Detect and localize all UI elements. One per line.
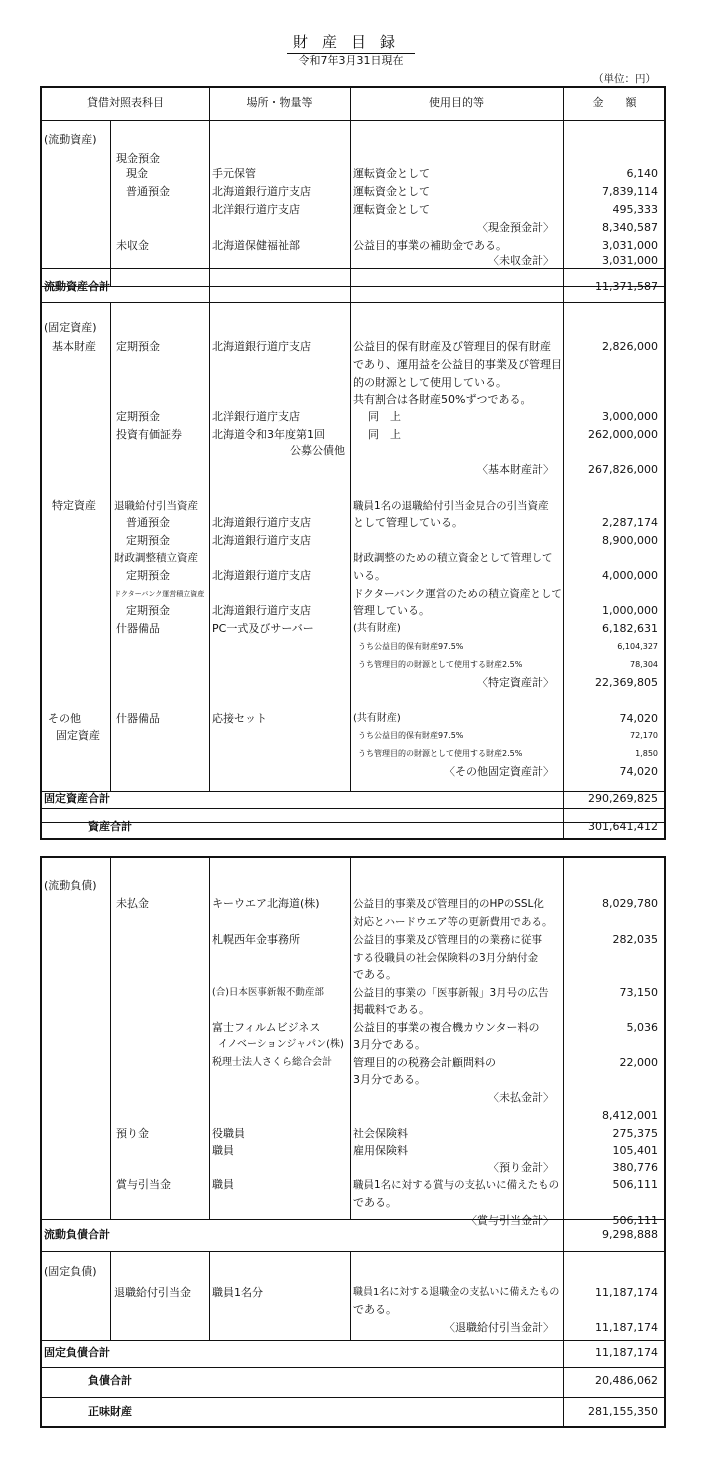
col-amount-header: 金 額	[592, 96, 637, 109]
dep1-location: 役職員	[212, 1127, 245, 1140]
account-payable: 未払金	[116, 897, 149, 910]
doctor-purpose-2: 管理している。	[353, 604, 430, 617]
assets-table	[40, 86, 666, 840]
p5-amount: 22,000	[619, 1056, 658, 1069]
col-purpose-header: 使用目的等	[429, 96, 484, 109]
other-equipment-label: 什器備品	[116, 712, 160, 725]
basic2-purpose: 同 上	[368, 410, 401, 423]
bonus-purpose-1: 職員1名に対する賞与の支払いに備えたもの	[353, 1179, 560, 1191]
account-ordinary-deposit: 普通預金	[126, 185, 170, 198]
p4-location-1: 富士フィルムビジネス	[212, 1021, 321, 1034]
account-doctor-fund: ドクターバンク運営積立資産	[114, 590, 205, 598]
payable-total: 8,412,001	[602, 1109, 658, 1122]
account-fixed-deposit-2: 定期預金	[116, 410, 160, 423]
bonus-location: 職員	[212, 1178, 234, 1191]
dep1-amount: 275,375	[612, 1127, 658, 1140]
unit-label: （単位：円）	[593, 73, 656, 85]
other-equipment-location: 応接セット	[212, 712, 267, 725]
other-sub1: うち公益目的保有財産97.5%	[358, 731, 464, 740]
equipment-sub2-amount: 78,304	[630, 660, 658, 669]
retirement-purpose-1: 職員1名の退職給付引当金見合の引当資産	[353, 500, 549, 512]
p2-purpose-3: である。	[353, 968, 397, 981]
page-title: 財産目録	[0, 31, 702, 54]
retirement-purpose-2: である。	[353, 1303, 397, 1316]
cash-purpose: 運転資金として	[353, 167, 430, 180]
category-specified: 特定資産	[52, 499, 96, 512]
doctor-purpose-1: ドクターバンク運営のための積立資産として	[353, 588, 562, 600]
fixed-liabilities-total: 11,187,174	[595, 1346, 658, 1359]
fixed-assets-total-label: 固定資産合計	[44, 792, 110, 805]
col-account-header: 貸借対照表科目	[87, 96, 164, 109]
retirement-total: 11,187,174	[595, 1321, 658, 1334]
account-receivable: 未収金	[116, 239, 149, 252]
other-sub1-amount: 72,170	[630, 731, 658, 740]
deposits-total: 380,776	[612, 1161, 658, 1174]
receivable-total: 3,031,000	[602, 254, 658, 267]
ordinary1-purpose: 運転資金として	[353, 185, 430, 198]
liabilities-total-label: 負債合計	[88, 1374, 132, 1387]
bonus-total: 506,111	[612, 1214, 658, 1227]
receivable-amount: 3,031,000	[602, 239, 658, 252]
p2-location: 札幌西年金事務所	[212, 933, 300, 946]
p2-amount: 282,035	[612, 933, 658, 946]
account-securities: 投資有価証券	[116, 428, 182, 441]
p1-purpose-1: 公益目的事業及び管理目的のHPのSSL化	[353, 898, 544, 910]
cash-amount: 6,140	[626, 167, 658, 180]
receivable-location: 北海道保健福祉部	[212, 239, 300, 252]
doctor-amount: 1,000,000	[602, 604, 658, 617]
p1-location: キーウエア北海道(株)	[212, 897, 320, 910]
category-other-2: 固定資産	[56, 729, 100, 742]
current-liabilities-total: 9,298,888	[602, 1228, 658, 1241]
fiscal-fixed-label: 定期預金	[126, 569, 170, 582]
account-retirement-fund: 退職給付引当資産	[114, 500, 198, 512]
other-total: 74,020	[619, 765, 658, 778]
p2-purpose-2: する役職員の社会保険料の3月分納付金	[353, 952, 539, 964]
net-assets-label: 正味財産	[88, 1405, 132, 1418]
fiscal-amount: 4,000,000	[602, 569, 658, 582]
other-total-label: 〈その他固定資産計〉	[444, 765, 554, 778]
assets-total-label: 資産合計	[88, 820, 132, 833]
ret-fixed-location: 北海道銀行道庁支店	[212, 534, 311, 547]
equipment-location: PC一式及びサーバー	[212, 622, 314, 635]
other-equipment-purpose: (共有財産)	[353, 713, 401, 724]
retirement-purpose-2: として管理している。	[353, 516, 463, 529]
receivable-total-label: 〈未収金計〉	[488, 254, 554, 267]
basic1-purpose-1: 公益目的保有財産及び管理目的保有財産	[353, 340, 551, 353]
specified-total: 22,369,805	[595, 676, 658, 689]
section-current-assets: (流動資産)	[44, 133, 97, 146]
dep2-amount: 105,401	[612, 1144, 658, 1157]
liabilities-total: 20,486,062	[595, 1374, 658, 1387]
p4-amount: 5,036	[626, 1021, 658, 1034]
account-cash-deposit: 現金預金	[116, 152, 160, 165]
basic1-location: 北海道銀行道庁支店	[212, 340, 311, 353]
other-sub2: うち管理目的の財源として使用する財産2.5%	[358, 749, 523, 758]
p4-purpose-1: 公益目的事業の複合機カウンター料の	[353, 1021, 540, 1034]
account-equipment: 什器備品	[116, 622, 160, 635]
payable-total-label: 〈未払金計〉	[488, 1091, 554, 1104]
p3-amount: 73,150	[619, 986, 658, 999]
ordinary2-amount: 495,333	[612, 203, 658, 216]
section-fixed-assets: (固定資産)	[44, 321, 97, 334]
section-fixed-liabilities: (固定負債)	[44, 1265, 97, 1278]
p2-purpose-1: 公益目的事業及び管理目的の業務に従事	[353, 934, 542, 946]
basic1-amount: 2,826,000	[602, 340, 658, 353]
basic2-amount: 3,000,000	[602, 410, 658, 423]
dep2-location: 職員	[212, 1144, 234, 1157]
receivable-purpose: 公益目的事業の補助金である。	[353, 239, 507, 252]
category-other-1: その他	[48, 712, 81, 725]
bonus-purpose-2: である。	[353, 1196, 397, 1209]
current-assets-total-label: 流動資産合計	[44, 280, 110, 293]
bonus-amount: 506,111	[612, 1178, 658, 1191]
assets-total: 301,641,412	[588, 820, 658, 833]
account-bonus-provision: 賞与引当金	[116, 1178, 171, 1191]
securities-location-2: 公募公債他	[290, 444, 345, 457]
p3-purpose-1: 公益目的事業の「医事新報」3月号の広告	[353, 987, 549, 999]
account-deposits-received: 預り金	[116, 1127, 149, 1140]
ordinary2-purpose: 運転資金として	[353, 203, 430, 216]
ordinary2-location: 北洋銀行道庁支店	[212, 203, 300, 216]
account-fiscal-fund: 財政調整積立資産	[114, 552, 198, 564]
fiscal-purpose-1: 財政調整のための積立資金として管理して	[353, 552, 553, 564]
doctor-location: 北海道銀行道庁支店	[212, 604, 311, 617]
p5-purpose-2: 3月分である。	[353, 1073, 426, 1086]
equipment-sub2: うち管理目的の財源として使用する財産2.5%	[358, 660, 523, 669]
deposits-total-label: 〈預り金計〉	[488, 1161, 554, 1174]
liabilities-table	[40, 856, 666, 1428]
ordinary1-amount: 7,839,114	[602, 185, 658, 198]
col-location-header: 場所・物量等	[246, 96, 313, 109]
securities-location-1: 北海道令和3年度第1回	[212, 428, 325, 441]
cash-location: 手元保管	[212, 167, 256, 180]
account-fixed-deposit: 定期預金	[116, 340, 160, 353]
other-equipment-amount: 74,020	[619, 712, 658, 725]
basic-total: 267,826,000	[588, 463, 658, 476]
specified-total-label: 〈特定資産計〉	[477, 676, 554, 689]
equipment-sub1-amount: 6,104,327	[617, 642, 658, 651]
retirement-purpose-1: 職員1名に対する退職金の支払いに備えたもの	[353, 1287, 560, 1298]
doctor-fixed-label: 定期預金	[126, 604, 170, 617]
basic1-purpose-2: であり、運用益を公益目的事業及び管理目	[353, 358, 562, 371]
retirement-location: 職員1名分	[212, 1286, 263, 1299]
p1-amount: 8,029,780	[602, 897, 658, 910]
fiscal-purpose-2: いる。	[353, 569, 386, 582]
p4-purpose-2: 3月分である。	[353, 1038, 426, 1051]
retirement-total-label: 〈退職給付引当金計〉	[444, 1321, 554, 1334]
ret-fixed-amount: 8,900,000	[602, 534, 658, 547]
ret-ordinary-amount: 2,287,174	[602, 516, 658, 529]
bonus-total-label: 〈賞与引当金計〉	[466, 1214, 554, 1227]
basic1-purpose-4: 共有割合は各財産50%ずつである。	[353, 393, 532, 406]
current-liabilities-total-label: 流動負債合計	[44, 1228, 110, 1241]
p5-purpose-1: 管理目的の税務会計顧問料の	[353, 1056, 496, 1069]
p3-purpose-2: 掲載料である。	[353, 1003, 430, 1016]
category-basic: 基本財産	[52, 340, 96, 353]
fixed-liabilities-total-label: 固定負債合計	[44, 1346, 110, 1359]
p4-location-2: イノベーションジャパン(株)	[218, 1039, 344, 1050]
section-current-liabilities: (流動負債)	[44, 879, 97, 892]
ordinary1-location: 北海道銀行道庁支店	[212, 185, 311, 198]
ret-ordinary-label: 普通預金	[126, 516, 170, 529]
ret-ordinary-location: 北海道銀行道庁支店	[212, 516, 311, 529]
cash-total-label: 〈現金預金計〉	[477, 221, 554, 234]
fixed-assets-total: 290,269,825	[588, 792, 658, 805]
cash-total: 8,340,587	[602, 221, 658, 234]
other-sub2-amount: 1,850	[635, 749, 658, 758]
securities-purpose: 同 上	[368, 428, 401, 441]
current-assets-total: 11,371,587	[595, 280, 658, 293]
equipment-amount: 6,182,631	[602, 622, 658, 635]
dep2-purpose: 雇用保険料	[353, 1144, 408, 1157]
equipment-purpose: (共有財産)	[353, 623, 401, 634]
account-cash: 現金	[126, 167, 148, 180]
basic1-purpose-3: 的の財源として使用している。	[353, 376, 507, 389]
p3-location: (合)日本医事新報不動産部	[212, 987, 324, 998]
net-assets-total: 281,155,350	[588, 1405, 658, 1418]
ret-fixed-label: 定期預金	[126, 534, 170, 547]
retirement-amount: 11,187,174	[595, 1286, 658, 1299]
report-date: 令和7年3月31日現在	[298, 54, 404, 67]
account-retirement-provision: 退職給付引当金	[114, 1286, 191, 1299]
p5-location: 税理士法人さくら総合会計	[212, 1057, 332, 1068]
dep1-purpose: 社会保険料	[353, 1127, 408, 1140]
p1-purpose-2: 対応とハードウエア等の更新費用である。	[353, 916, 553, 928]
equipment-sub1: うち公益目的保有財産97.5%	[358, 642, 464, 651]
basic2-location: 北洋銀行道庁支店	[212, 410, 300, 423]
securities-amount: 262,000,000	[588, 428, 658, 441]
fiscal-location: 北海道銀行道庁支店	[212, 569, 311, 582]
basic-total-label: 〈基本財産計〉	[477, 463, 554, 476]
